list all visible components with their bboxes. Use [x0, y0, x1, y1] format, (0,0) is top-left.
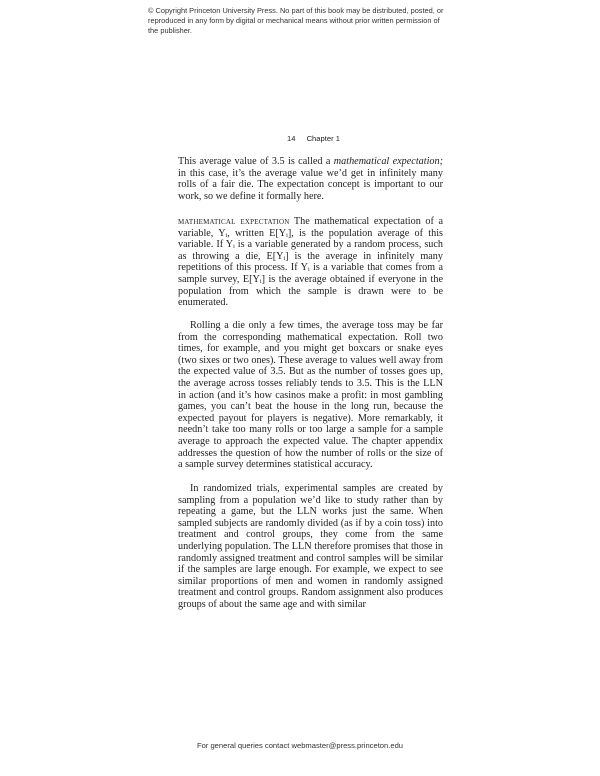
paragraph-text: in this case, it’s the average value we’d get in infinitely many rolls of a fair die. The expectation concept is important to our work, so we define it formally here. — [178, 167, 443, 202]
paragraph-expectation-intro — [178, 156, 443, 202]
italic-term: mathematical expectation; — [333, 156, 443, 167]
copyright-notice: © Copyright Princeton University Press. No part of this book may be distributed, posted, or reproduced in any form by digital or mechanical means without prior written permission of the publisher. — [148, 6, 444, 35]
paragraph-lln: Rolling a die only a few times, the average toss may be far from the corresponding mathematical expectation. Roll two times, for example, and you might get boxcars or snake eyes (two sixes or two ones). These average to values well away from the expected value of 3.5. But as the number of tosses goes up, the average across tosses reliably tends to 3.5. This is the LLN in action (and it’s how casinos make a profit: in most gambling games, you can’t beat the house in the long run, because the expected payout for players is negative). More remarkably, it needn’t take too many rolls or too large a sample for a sample average to approach the expected value. The chapter appendix addresses the question of how the number of rolls or the size of a sample survey determines statistical accuracy. — [178, 320, 443, 471]
definition-body: The mathematical expectation of a variable, Yᵢ, written E[Yᵢ], is the population average of this variable. If Yᵢ is a variable generated by a random process, such as throwing a die, E[Yᵢ] is the average in infinitely many repetitions of this process. If Yᵢ is a variable that comes from a sample survey, E[Yᵢ] is the average obtained if everyone in the population from which the sample is drawn were to be enumerated. — [178, 216, 443, 309]
paragraph-text: This average value of 3.5 is called a — [178, 156, 334, 167]
paragraph-randomized-trials: In randomized trials, experimental samples are created by sampling from a population we’d like to study rather than by repeating a game, but the LLN works just the same. When sampled subjects are randomly divided (as if by a coin toss) into treatment and control groups, they come from the same underlying population. The LLN therefore promises that those in randomly assigned treatment and control samples will be similar if the samples are large enough. For example, we expect to see similar proportions of men and women in randomly assigned treatment and control groups. Random assignment also produces groups of about the same age and with similar — [178, 483, 443, 610]
running-header — [287, 134, 340, 143]
page-number: 14 — [287, 134, 296, 143]
chapter-title: Chapter 1 — [306, 134, 340, 143]
definition-block — [178, 216, 443, 309]
footer-contact: For general queries contact webmaster@press.princeton.edu — [196, 741, 404, 750]
definition-lead: mathematical expectation — [178, 216, 290, 227]
